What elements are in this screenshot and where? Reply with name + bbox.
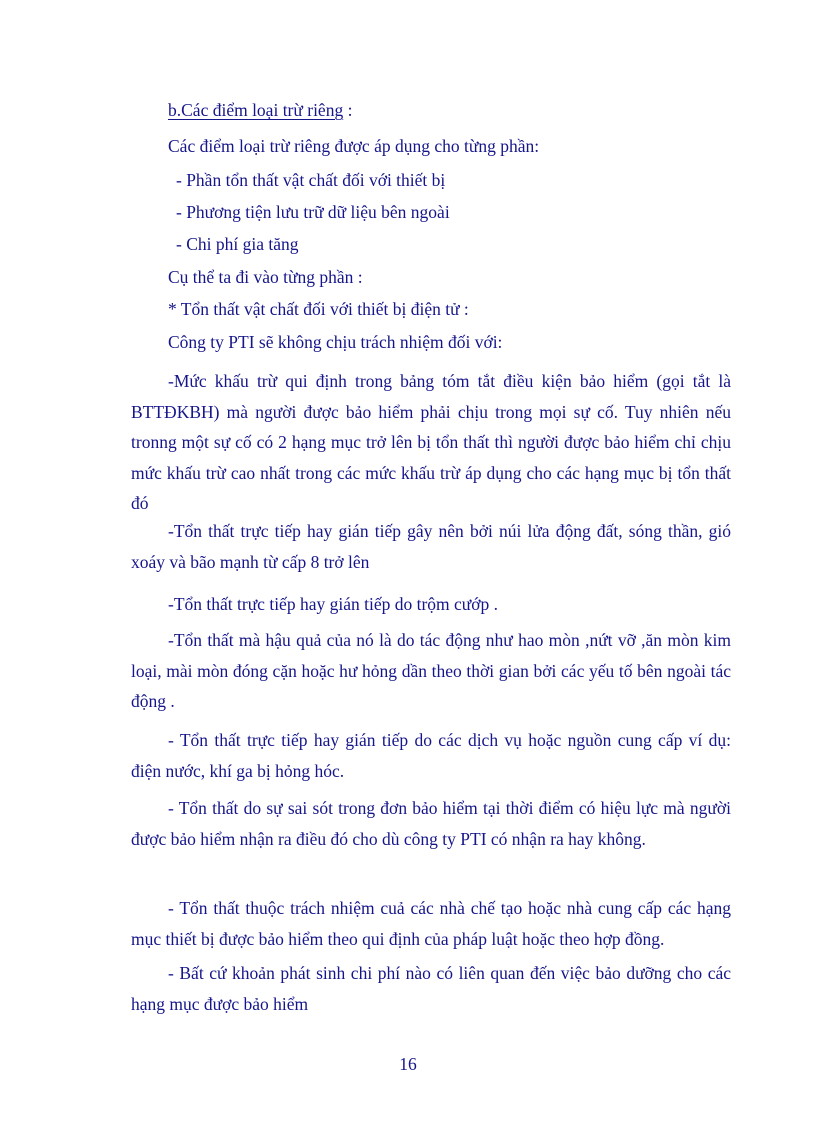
exclusion-paragraph: -Tổn thất trực tiếp hay gián tiếp do trộm cướp . [168, 594, 499, 614]
section-heading [168, 99, 352, 121]
exclusion-paragraph: -Mức khấu trừ qui định trong bảng tóm tắt điều kiện bảo hiểm (gọi tắt là BTTĐKBH) mà người được bảo hiểm phải chịu trong mọi sự cố. Tuy nhiên nếu tronng một sự cố có 2 hạng mục trở lên bị tổn thất thì người được bảo hiểm chỉ chịu mức khấu trừ cao nhất trong các mức khấu trừ áp dụng cho các hạng mục bị tổn thất đó [131, 371, 731, 513]
section-intro: Các điểm loại trừ riêng được áp dụng cho từng phần: [168, 136, 540, 156]
exclusion-paragraph: -Tổn thất mà hậu quả của nó là do tác động như hao mòn ,nứt vỡ ,ăn mòn kim loại, mài mòn đóng cặn hoặc hư hỏng dần theo thời gian bởi các yếu tố bên ngoài tác động . [131, 630, 731, 711]
lead-sentence: Công ty PTI sẽ không chịu trách nhiệm đối với: [168, 332, 503, 352]
exclusion-paragraph: -Tổn thất trực tiếp hay gián tiếp gây nên bởi núi lửa động đất, sóng thần, gió xoáy và bão mạnh từ cấp 8 trở lên [131, 521, 731, 572]
subheading: * Tổn thất vật chất đối với thiết bị điện tử : [168, 299, 469, 319]
part-item: - Phương tiện lưu trữ dữ liệu bên ngoài [176, 202, 450, 222]
exclusion-paragraph: - Tổn thất trực tiếp hay gián tiếp do các dịch vụ hoặc nguồn cung cấp ví dụ: điện nước, khí ga bị hỏng hóc. [131, 730, 731, 781]
section-heading-label: b.Các điểm loại trừ riêng [168, 100, 344, 120]
exclusion-paragraph: - Tổn thất thuộc trách nhiệm cuả các nhà chế tạo hoặc nhà cung cấp các hạng mục thiết bị được bảo hiểm theo qui định của pháp luật hoặc theo hợp đồng. [131, 898, 731, 949]
part-item: - Chi phí gia tăng [176, 234, 299, 254]
exclusion-paragraph: - Tổn thất do sự sai sót trong đơn bảo hiểm tại thời điểm có hiệu lực mà người được bảo hiểm nhận ra điều đó cho dù công ty PTI có nhận ra hay không. [131, 798, 731, 849]
section-heading-suffix: : [343, 100, 353, 120]
part-item: - Phần tổn thất vật chất đối với thiết bị [176, 170, 446, 190]
page-number: 16 [399, 1054, 417, 1074]
exclusion-paragraph: - Bất cứ khoản phát sinh chi phí nào có liên quan đến việc bảo dưỡng cho các hạng mục được bảo hiểm [131, 963, 731, 1014]
detail-intro: Cụ thể ta đi vào từng phần : [168, 267, 363, 287]
